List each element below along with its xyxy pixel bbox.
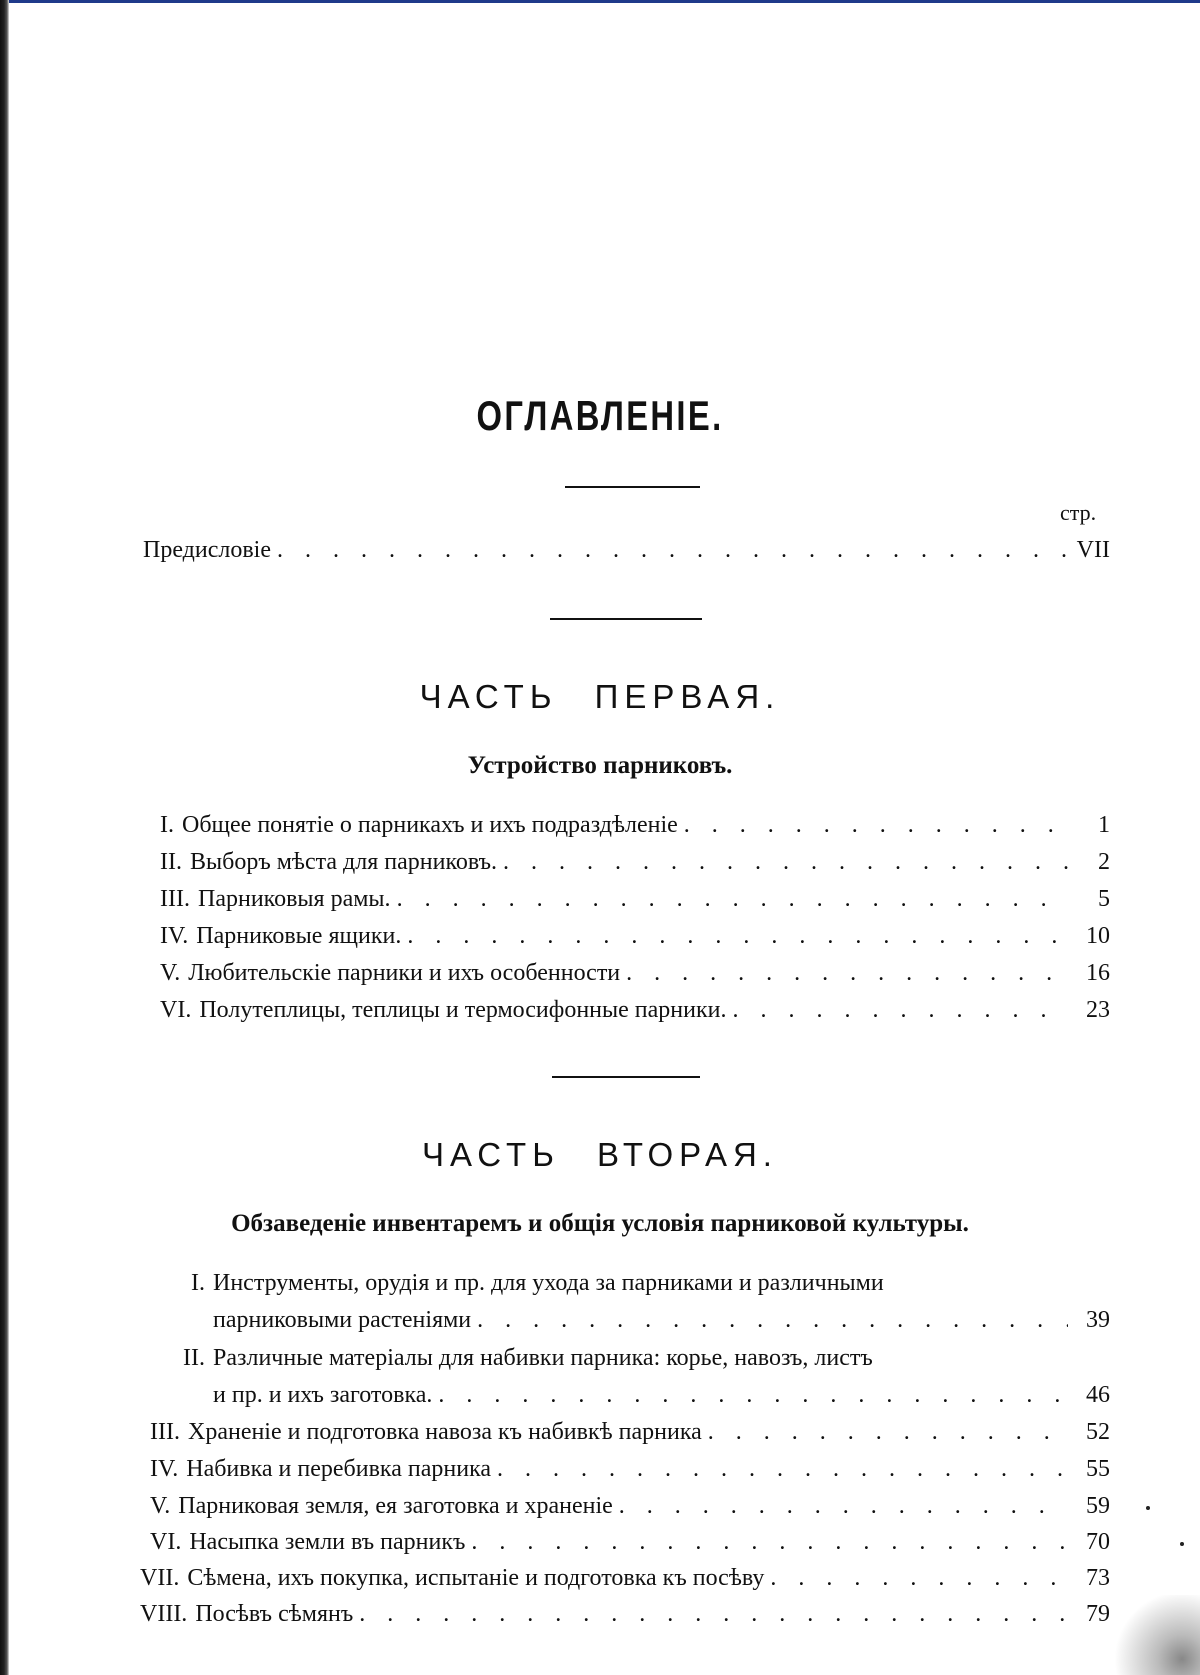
chapter-number: IV. xyxy=(150,1456,179,1482)
chapter-number: V. xyxy=(160,960,181,986)
chapter-number: II. xyxy=(183,1345,205,1371)
chapter-title: Инструменты, орудія и пр. для ухода за парниками и различными xyxy=(213,1270,884,1296)
section-divider xyxy=(550,618,702,620)
part-two-subheading: Обзаведеніе инвентаремъ и общія условія парниковой культуры. xyxy=(231,1210,969,1237)
toc-entry xyxy=(160,958,1110,988)
toc-entry xyxy=(150,1454,1110,1484)
chapter-page: 59 xyxy=(1086,1493,1110,1519)
toc-entry xyxy=(150,1527,1110,1557)
chapter-page: 46 xyxy=(1086,1382,1110,1408)
page-title: ОГЛАВЛЕНІЕ. xyxy=(476,392,724,439)
toc-entry-continuation xyxy=(213,1305,1110,1335)
chapter-page: 5 xyxy=(1098,886,1110,912)
chapter-number: II. xyxy=(160,849,182,875)
chapter-page: 52 xyxy=(1086,1419,1110,1445)
chapter-page: 23 xyxy=(1086,997,1110,1023)
toc-entry xyxy=(160,810,1110,840)
leader-dots xyxy=(407,921,1068,951)
preface-page: VII xyxy=(1076,537,1110,563)
chapter-page: 55 xyxy=(1086,1456,1110,1482)
chapter-number: I. xyxy=(191,1270,205,1296)
toc-entry xyxy=(150,1491,1110,1521)
chapter-title: Храненіе и подготовка навоза къ набивкѣ парника xyxy=(187,1419,702,1445)
chapter-title-continued: и пр. и ихъ заготовка. xyxy=(213,1382,433,1408)
chapter-number: VIII. xyxy=(140,1601,188,1627)
chapter-title: Различные матеріалы для набивки парника: корье, навозъ, листъ xyxy=(213,1345,873,1371)
leader-dots xyxy=(397,884,1068,914)
chapter-title: Любительскіе парники и ихъ особенности xyxy=(188,960,621,986)
leader-dots xyxy=(477,1305,1068,1335)
chapter-number: VII. xyxy=(140,1565,180,1591)
chapter-title-continued: парниковыми растеніями xyxy=(213,1307,472,1333)
leader-dots xyxy=(684,810,1068,840)
toc-entry xyxy=(140,1563,1110,1593)
chapter-title: Сѣмена, ихъ покупка, испытаніе и подготовка къ посѣву xyxy=(187,1565,765,1591)
leader-dots xyxy=(497,1454,1068,1484)
toc-entry xyxy=(160,884,1110,914)
chapter-page: 1 xyxy=(1098,812,1110,838)
chapter-title: Насыпка земли въ парникъ xyxy=(189,1529,466,1555)
toc-entry xyxy=(150,1343,1110,1373)
chapter-title: Парниковыя рамы. xyxy=(197,886,391,912)
leader-dots xyxy=(359,1599,1068,1629)
scan-speck xyxy=(1180,1542,1184,1546)
chapter-title: Парниковые ящики. xyxy=(196,923,402,949)
page-column-label: стр. xyxy=(1060,500,1097,525)
toc-entry xyxy=(140,1599,1110,1629)
chapter-title: Общее понятіе о парникахъ и ихъ подраздѣленіе xyxy=(182,812,678,838)
toc-entry-continuation xyxy=(213,1380,1110,1410)
chapter-title: Набивка и перебивка парника xyxy=(186,1456,492,1482)
scan-speck xyxy=(1146,1506,1150,1510)
toc-entry xyxy=(160,995,1110,1025)
chapter-number: III. xyxy=(160,886,190,912)
leader-dots xyxy=(770,1563,1068,1593)
part-two-heading: ЧАСТЬ ВТОРАЯ. xyxy=(422,1136,778,1173)
chapter-number: III. xyxy=(150,1419,180,1445)
chapter-page: 39 xyxy=(1086,1307,1110,1333)
chapter-page: 73 xyxy=(1086,1565,1110,1591)
chapter-number: V. xyxy=(150,1493,171,1519)
toc-entry xyxy=(160,847,1110,877)
preface-title: Предисловіе xyxy=(143,537,272,563)
leader-dots xyxy=(732,995,1068,1025)
chapter-page: 2 xyxy=(1098,849,1110,875)
title-divider xyxy=(565,486,700,488)
leader-dots xyxy=(626,958,1068,988)
chapter-number: I. xyxy=(160,812,174,838)
part-one-subheading: Устройство парниковъ. xyxy=(467,752,733,779)
chapter-number: IV. xyxy=(160,923,189,949)
chapter-number: VI. xyxy=(150,1529,182,1555)
section-divider xyxy=(552,1076,700,1078)
chapter-page: 16 xyxy=(1086,960,1110,986)
chapter-title: Выборъ мѣста для парниковъ. xyxy=(189,849,498,875)
chapter-title: Парниковая земля, ея заготовка и храненіе xyxy=(178,1493,613,1519)
chapter-page: 10 xyxy=(1086,923,1110,949)
leader-dots xyxy=(708,1417,1068,1447)
leader-dots xyxy=(277,535,1068,565)
toc-entry xyxy=(160,921,1110,951)
leader-dots xyxy=(471,1527,1068,1557)
leader-dots xyxy=(619,1491,1068,1521)
chapter-title: Посѣвъ сѣмянъ xyxy=(195,1601,354,1627)
chapter-page: 70 xyxy=(1086,1529,1110,1555)
preface-entry xyxy=(143,535,1110,565)
toc-entry xyxy=(150,1268,1110,1298)
part-one-heading: ЧАСТЬ ПЕРВАЯ. xyxy=(419,678,781,715)
toc-entry xyxy=(150,1417,1110,1447)
chapter-number: VI. xyxy=(160,997,192,1023)
leader-dots xyxy=(438,1380,1068,1410)
scan-smudge xyxy=(1110,1595,1200,1675)
chapter-title: Полутеплицы, теплицы и термосифонные парники. xyxy=(199,997,727,1023)
chapter-page: 79 xyxy=(1086,1601,1110,1627)
leader-dots xyxy=(503,847,1068,877)
